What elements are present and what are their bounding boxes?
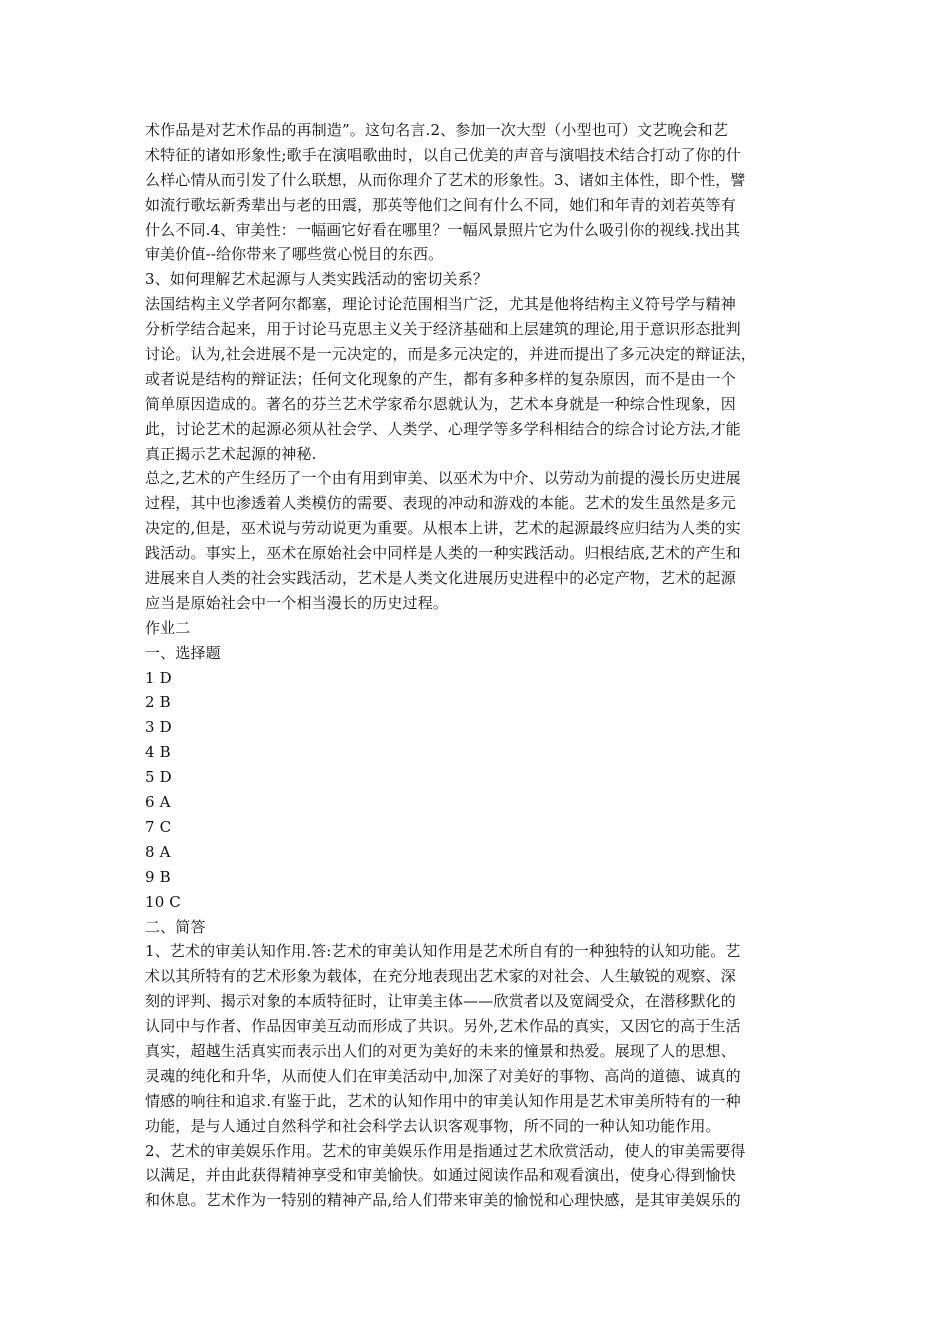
text-line: 灵魂的纯化和升华，从而使人们在审美活动中,加深了对美好的事物、高尚的道德、诚真的 bbox=[145, 1066, 741, 1085]
answer-item: 2 B bbox=[145, 693, 171, 712]
text-line: 总之,艺术的产生经历了一个由有用到审美、以巫术为中介、以劳动为前提的漫长历史进展 bbox=[145, 469, 741, 488]
answer-item: 6 A bbox=[145, 793, 171, 812]
text-line: 简单原因造成的。著名的芬兰艺术学家希尔恩就认为，艺术本身就是一种综合性现象，因 bbox=[145, 394, 736, 413]
text-line: 功能，是与人通过自然科学和社会科学去认识客观事物，所不同的一种认知功能作用。 bbox=[145, 1116, 721, 1135]
text-line: 真实，超越生活真实而表示出人们的对更为美好的未来的憧景和热爱。展现了人的思想、 bbox=[145, 1041, 736, 1060]
text-line: 讨论。认为,社会进展不是一元决定的，而是多元决定的，并进而提出了多元决定的辩证法， bbox=[145, 345, 756, 364]
answer-item: 1 D bbox=[145, 668, 172, 687]
text-line: 进展来自人类的社会实践活动，艺术是人类文化进展历史进程中的必定产物，艺术的起源 bbox=[145, 569, 736, 588]
text-line: 刻的评判、揭示对象的本质特征时，让审美主体——欣赏者以及宽阔受众，在潜移默化的 bbox=[145, 992, 736, 1011]
text-line: 真正揭示艺术起源的神秘. bbox=[145, 444, 317, 463]
text-line: 此，讨论艺术的起源必须从社会学、人类学、心理学等多学科相结合的综合讨论方法,才能 bbox=[145, 419, 741, 438]
text-line: 术特征的诸如形象性;歌手在演唱歌曲时，以自己优美的声音与演唱技术结合打动了你的什 bbox=[145, 145, 742, 164]
text-line: 认同中与作者、作品因审美互动而形成了共识。另外,艺术作品的真实，又因它的高于生活 bbox=[145, 1017, 741, 1036]
text-line: 以满足，并由此获得精神享受和审美愉快。如通过阅读作品和观看演出，使身心得到愉快 bbox=[145, 1166, 736, 1185]
text-line: 决定的,但是，巫术说与劳动说更为重要。从根本上讲，艺术的起源最终应归结为人类的实 bbox=[145, 519, 741, 538]
section-heading: 二、简答 bbox=[145, 917, 206, 936]
answer-item: 9 B bbox=[145, 867, 171, 886]
answer-item: 10 C bbox=[145, 892, 181, 911]
text-line: 术以其所特有的艺术形象为载体，在充分地表现出艺术家的对社会、人生敏锐的观察、深 bbox=[145, 967, 736, 986]
answer-item: 7 C bbox=[145, 817, 172, 836]
question-heading: 3、如何理解艺术起源与人类实践活动的密切关系？ bbox=[145, 270, 488, 289]
text-line: 或者说是结构的辩证法；任何文化现象的产生，都有多种多样的复杂原因，而不是由一个 bbox=[145, 369, 736, 388]
text-line: 和休息。艺术作为一特别的精神产品,给人们带来审美的愉悦和心理快感，是其审美娱乐的 bbox=[145, 1191, 741, 1210]
text-line: 践活动。事实上，巫术在原始社会中同样是人类的一种实践活动。归根结底,艺术的产生和 bbox=[145, 544, 741, 563]
text-line: 分析学结合起来，用于讨论马克思主义关于经济基础和上层建筑的理论,用于意识形态批判 bbox=[145, 320, 741, 339]
answer-item: 8 A bbox=[145, 842, 171, 861]
text-line: 情感的响往和追求.有鉴于此，艺术的认知作用中的审美认知作用是艺术审美所特有的一种 bbox=[145, 1091, 741, 1110]
document-page bbox=[145, 118, 815, 1213]
text-line: 术作品是对艺术作品的再制造”。这句名言.2、参加一次大型（小型也可）文艺晚会和艺 bbox=[145, 121, 728, 139]
text-line: 如流行歌坛新秀辈出与老的田震，那英等他们之间有什么不同，她们和年青的刘若英等有 bbox=[145, 195, 736, 214]
text-line: 法国结构主义学者阿尔都塞，理论讨论范围相当广泛，尤其是他将结构主义符号学与精神 bbox=[145, 295, 736, 314]
answer-item: 4 B bbox=[145, 743, 171, 762]
answer-item: 3 D bbox=[145, 718, 172, 737]
text-line: 过程，其中也渗透着人类模仿的需要、表现的冲动和游戏的本能。艺术的发生虽然是多元 bbox=[145, 494, 736, 513]
text-line: 么样心情从而引发了什么联想，从而你理介了艺术的形象性。3、诸如主体性，即个性，譬 bbox=[145, 170, 746, 189]
text-line: 2、艺术的审美娱乐作用。艺术的审美娱乐作用是指通过艺术欣赏活动，使人的审美需要得 bbox=[145, 1141, 746, 1160]
text-line: 1、艺术的审美认知作用.答:艺术的审美认知作用是艺术所自有的一种独特的认知功能。艺 bbox=[145, 942, 741, 961]
text-line: 什么不同.4、审美性：一幅画它好看在哪里？一幅风景照片它为什么吸引你的视线.找出其 bbox=[145, 220, 741, 239]
section-heading: 一、选择题 bbox=[145, 643, 221, 662]
text-line: 应当是原始社会中一个相当漫长的历史过程。 bbox=[145, 593, 449, 612]
section-heading: 作业二 bbox=[145, 618, 191, 637]
answer-item: 5 D bbox=[145, 768, 172, 787]
text-line: 审美价值--给你带来了哪些赏心悦目的东西。 bbox=[145, 245, 444, 264]
